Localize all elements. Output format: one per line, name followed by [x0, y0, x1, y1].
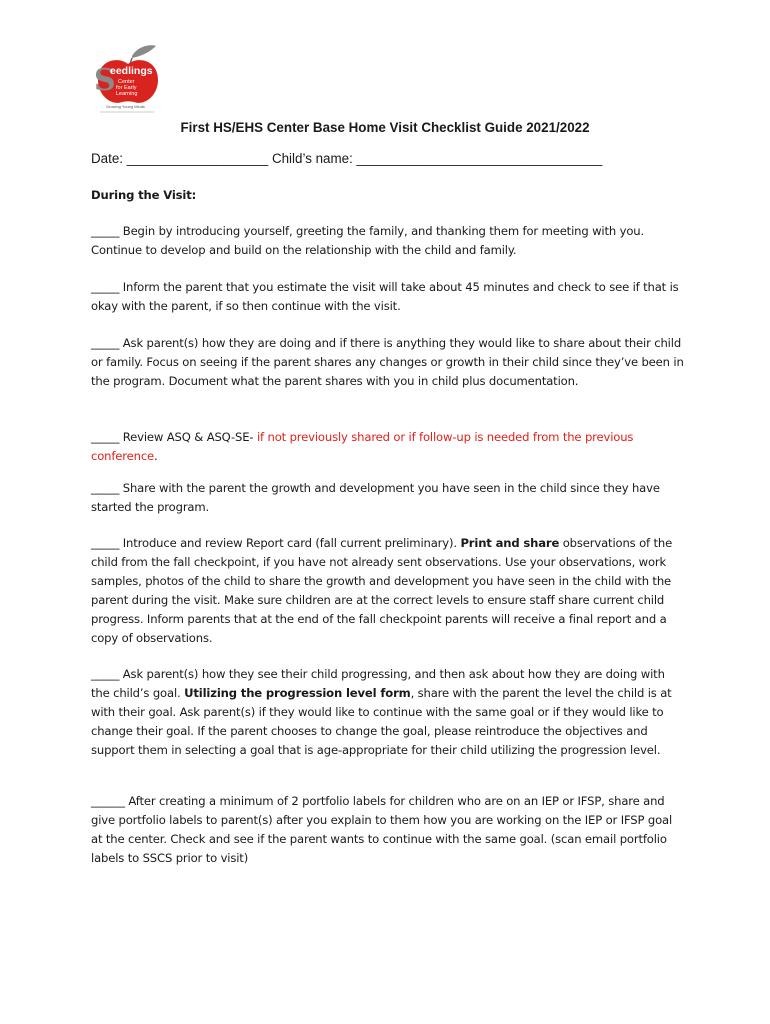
logo-name: eedlings	[110, 65, 153, 77]
checklist-item-child-goal	[91, 665, 686, 760]
checklist-item-share-growth: _____ Share with the parent the growth and development you have seen in the child since they have started the program.	[91, 481, 660, 514]
svg-text:Center: Center	[118, 79, 135, 85]
seedlings-logo	[88, 44, 166, 118]
item-text-end: .	[154, 449, 158, 463]
svg-text:S: S	[94, 63, 116, 98]
item-text: _____ Review ASQ & ASQ-SE-	[91, 430, 257, 444]
checklist-item-report-card	[91, 534, 686, 648]
bold-phrase: Print and share	[460, 536, 560, 550]
red-note: if not previously shared or if follow-up is needed from the previous conference	[91, 430, 634, 463]
item-text: _____ Introduce and review Report card (fall current preliminary).	[91, 536, 461, 550]
svg-text:for Early: for Early	[116, 85, 137, 91]
checklist-item-portfolio-labels: ______ After creating a minimum of 2 portfolio labels for children who are on an IEP or IFSP, share and give portfolio labels to parent(s) after you explain to them how you are working on the IEP or IFSP goal at the center. Check and see if the parent wants to continue with the same goal. (scan email portfolio labels to SSCS prior to visit)	[91, 794, 673, 865]
checklist-item-introduce: _____ Begin by introducing yourself, greeting the family, and thanking them for meeting with you. Continue to develop and build on the relationship with the child and family.	[91, 224, 645, 257]
svg-text:Growing Young Minds: Growing Young Minds	[106, 104, 145, 109]
checklist-item-ask-parent: _____ Ask parent(s) how they are doing and if there is anything they would like to share about their child or family. Focus on seeing if the parent shares any changes or growth in their child since they’ve been in the program. Document what the parent shares with you in child plus documentation.	[91, 336, 684, 388]
checklist-item-visit-length: _____ Inform the parent that you estimate the visit will take about 45 minutes and check to see if that is okay with the parent, if so then continue with the visit.	[91, 280, 679, 313]
item-text: _____ Ask parent(s) how they see their child progressing, and then ask about how they are doing with the child’s goal.	[91, 667, 665, 700]
section-heading: During the Visit:	[91, 188, 197, 202]
svg-text:Learning: Learning	[116, 91, 138, 97]
bold-phrase: Utilizing the progression level form	[184, 686, 411, 700]
document-title: First HS/EHS Center Base Home Visit Checklist Guide 2021/2022	[180, 120, 590, 135]
item-text-end: , share with the parent the level the child is at with their goal. Ask parent(s) if they would like to continue with the same goal or if they would like to change their goal. If the parent chooses to change the goal, please reintroduce the objectives and support them in selecting a goal that is age-appropriate for their child utilizing the progression level.	[91, 686, 672, 757]
item-text-end: observations of the child from the fall checkpoint, if you have not already sent observations. Use your observations, work samples, photos of the child to share the growth and development you have seen in the child with the parent during the visit. Make sure children are at the correct levels to ensure staff share current child progress. Inform parents that at the end of the fall checkpoint parents will receive a final report and a copy of observations.	[91, 536, 673, 645]
date-childname-line: Date: ___________________ Child’s name: _________________________________	[91, 151, 603, 166]
checklist-item-review-asq	[91, 428, 686, 466]
